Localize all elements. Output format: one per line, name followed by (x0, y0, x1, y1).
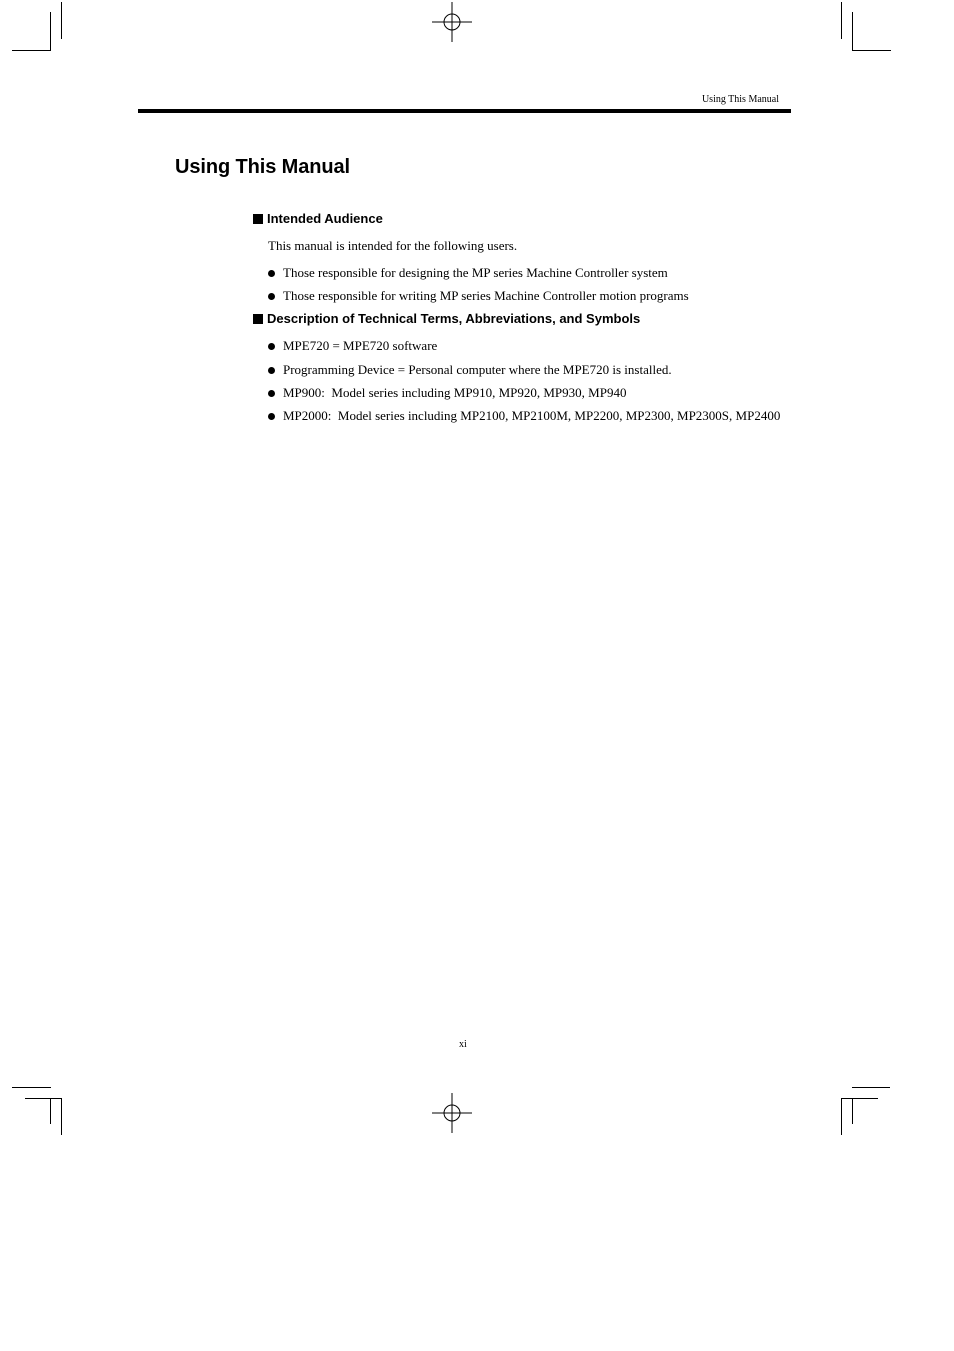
square-bullet-icon (253, 214, 263, 224)
crop-mark (852, 12, 853, 51)
bullet-dot-icon (268, 270, 275, 277)
list-item-text: MPE720 = MPE720 software (283, 338, 438, 353)
crop-mark (841, 2, 842, 39)
section-heading-terms (253, 311, 640, 326)
crop-mark (61, 2, 62, 39)
list-item-text: MP900: Model series including MP910, MP920, MP930, MP940 (283, 385, 627, 400)
bullet-dot-icon (268, 343, 275, 350)
list-item (268, 338, 437, 354)
header-rule (138, 109, 791, 113)
crop-mark (12, 50, 51, 51)
registration-mark-icon (432, 1093, 472, 1133)
bullet-dot-icon (268, 293, 275, 300)
bullet-dot-icon (268, 390, 275, 397)
list-item-text: Programming Device = Personal computer where the MPE720 is installed. (283, 362, 672, 377)
crop-mark (50, 12, 51, 51)
crop-mark (25, 1098, 62, 1099)
crop-mark (852, 50, 891, 51)
running-header: Using This Manual (701, 94, 779, 105)
crop-mark (852, 1087, 890, 1088)
list-item-text: Those responsible for writing MP series Machine Controller motion programs (283, 288, 689, 303)
section-heading-text: Description of Technical Terms, Abbreviations, and Symbols (267, 311, 641, 326)
crop-mark (12, 1087, 51, 1088)
crop-mark (841, 1098, 842, 1135)
section-heading-intended-audience (253, 211, 383, 226)
list-item (268, 385, 626, 401)
list-item (268, 362, 672, 378)
section-heading-text: Intended Audience (267, 211, 383, 226)
section-intro: This manual is intended for the following users. (268, 238, 518, 253)
crop-mark (852, 1098, 853, 1124)
crop-mark (841, 1098, 878, 1099)
crop-mark (50, 1098, 51, 1124)
list-item-text: Those responsible for designing the MP series Machine Controller system (283, 265, 668, 280)
registration-mark-icon (432, 2, 472, 42)
list-item (268, 288, 689, 304)
bullet-dot-icon (268, 413, 275, 420)
crop-mark (61, 1098, 62, 1135)
list-item-text: MP2000: Model series including MP2100, MP2100M, MP2200, MP2300, MP2300S, MP2400 (283, 408, 781, 423)
page-title: Using This Manual (175, 156, 350, 178)
bullet-dot-icon (268, 367, 275, 374)
page-number: xi (459, 1039, 467, 1050)
list-item (268, 408, 780, 424)
list-item (268, 265, 668, 281)
square-bullet-icon (253, 314, 263, 324)
